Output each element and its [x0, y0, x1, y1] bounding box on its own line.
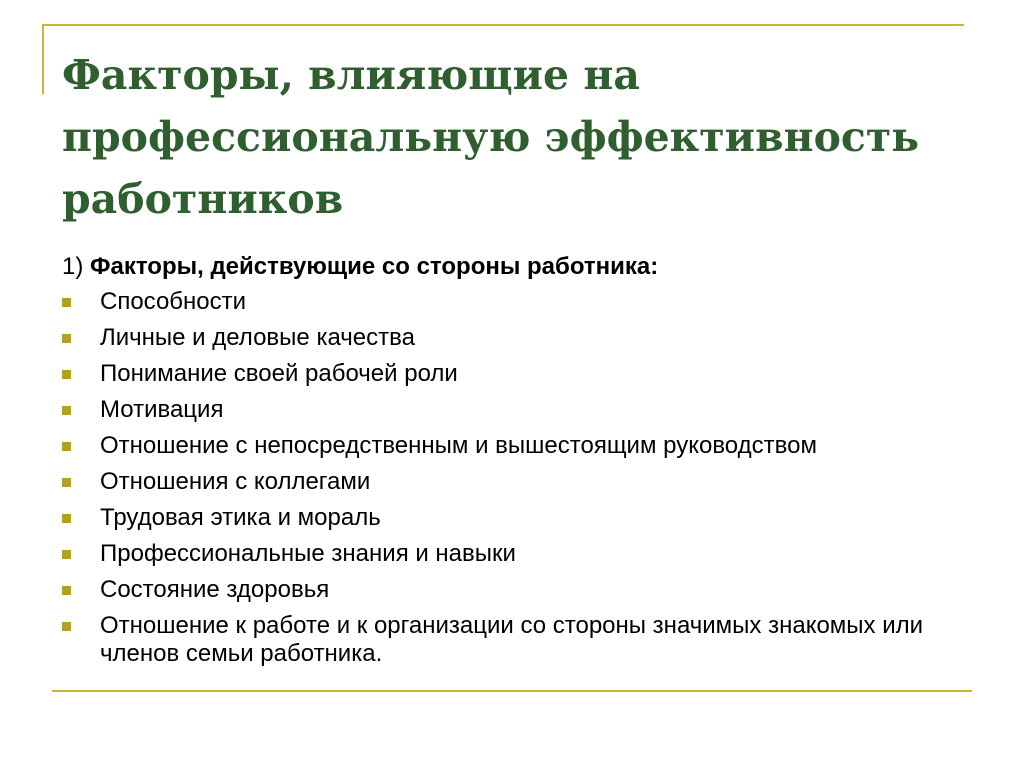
list-item	[62, 396, 982, 424]
top-divider-line	[42, 24, 964, 26]
square-bullet-icon	[62, 514, 71, 523]
list-item	[62, 612, 982, 668]
list-item	[62, 324, 982, 352]
list-item	[62, 360, 982, 388]
lead-line	[62, 252, 982, 282]
square-bullet-icon	[62, 478, 71, 487]
list-item-text: Личные и деловые качества	[100, 324, 415, 351]
square-bullet-icon	[62, 586, 71, 595]
slide-title: Факторы, влияющие на профессиональную эффективность работников	[62, 51, 920, 223]
list-item	[62, 432, 982, 460]
square-bullet-icon	[62, 550, 71, 559]
list-item-text: Трудовая этика и мораль	[100, 504, 381, 531]
square-bullet-icon	[62, 406, 71, 415]
square-bullet-icon	[62, 298, 71, 307]
list-item-text: Отношение к работе и к организации со стороны значимых знакомых или членов семьи работника.	[100, 612, 924, 667]
square-bullet-icon	[62, 334, 71, 343]
list-item	[62, 540, 982, 568]
list-item-text: Профессиональные знания и навыки	[100, 540, 516, 567]
list-item	[62, 504, 982, 532]
list-item-text: Отношения с коллегами	[100, 468, 371, 495]
list-item-text: Мотивация	[100, 396, 224, 423]
square-bullet-icon	[62, 442, 71, 451]
factor-list	[62, 288, 982, 668]
lead-number: 1)	[62, 253, 84, 280]
list-item-text: Отношение с непосредственным и вышестоящим руководством	[100, 432, 817, 459]
slide-body	[62, 252, 982, 676]
list-item	[62, 468, 982, 496]
lead-text: Факторы, действующие со стороны работника:	[90, 253, 659, 280]
list-item	[62, 288, 982, 316]
bottom-divider-line	[52, 690, 972, 692]
list-item	[62, 576, 982, 604]
square-bullet-icon	[62, 370, 71, 379]
left-accent-line	[42, 24, 44, 94]
square-bullet-icon	[62, 622, 71, 631]
list-item-text: Способности	[100, 288, 247, 315]
list-item-text: Состояние здоровья	[100, 576, 330, 603]
list-item-text: Понимание своей рабочей роли	[100, 360, 458, 387]
